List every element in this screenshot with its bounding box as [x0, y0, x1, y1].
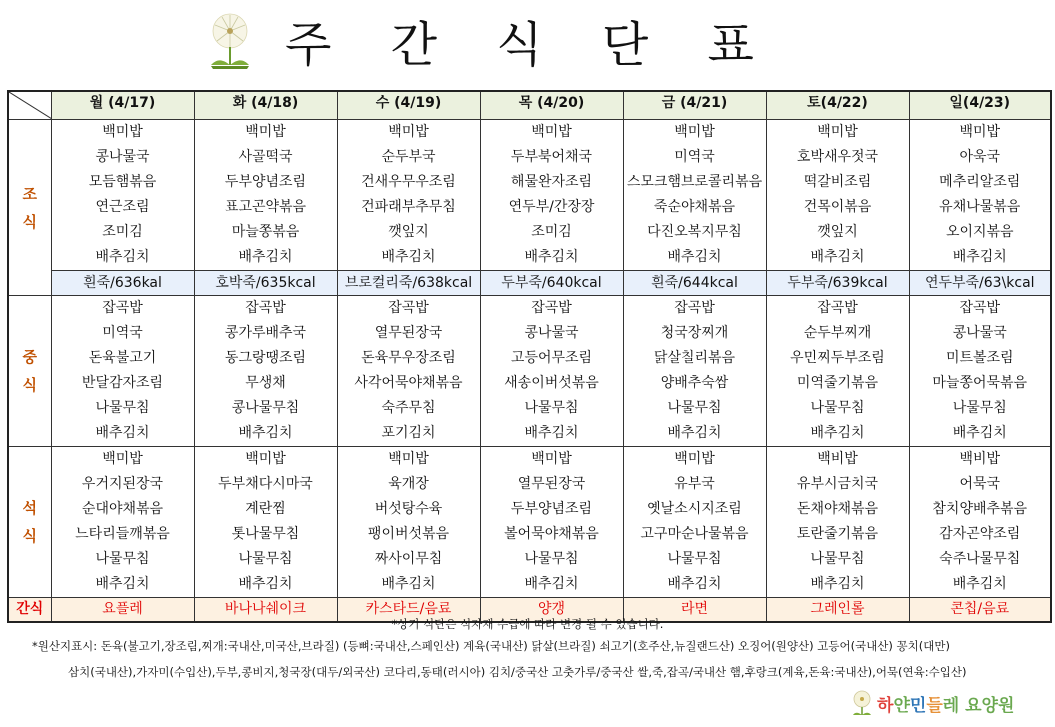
menu-item: 건새우무우조림: [361, 174, 456, 190]
menu-item: 버섯탕수육: [374, 501, 443, 517]
menu-item: 돈육불고기: [88, 350, 157, 366]
menu-item: 어묵국: [959, 476, 1001, 492]
menu-item: 배추김치: [524, 576, 579, 592]
porridge-cell-6: 연두부죽/63\kcal: [909, 271, 1051, 296]
porridge-cell-0: 흰죽/636kal: [51, 271, 194, 296]
menu-item: 숙주나물무침: [939, 551, 1021, 567]
menu-item: 청국장찌개: [660, 325, 729, 341]
menu-item: 표고곤약볶음: [224, 199, 307, 215]
porridge-cell-1: 호박죽/635kcal: [194, 271, 337, 296]
menu-item: 백미밥: [531, 124, 572, 140]
menu-item: 메추리알조림: [939, 174, 1021, 190]
menu-item: 잡곡밥: [959, 300, 1001, 316]
menu-item: 배추김치: [381, 249, 436, 265]
menu-item: 팽이버섯볶음: [367, 526, 450, 542]
menu-item: 잡곡밥: [102, 300, 143, 316]
menu-item: 배추김치: [810, 425, 865, 441]
menu-item: 열무된장국: [517, 476, 586, 492]
menu-item: 호박새우젓국: [796, 149, 879, 165]
menu-item: 배추김치: [238, 425, 293, 441]
menu-item: 톳나물무침: [231, 526, 300, 542]
porridge-cell-3: 두부죽/640kcal: [480, 271, 623, 296]
menu-item: 다진오복지무침: [647, 224, 742, 240]
menu-item: 유부국: [674, 476, 715, 492]
lunch-cell-3: [480, 296, 623, 447]
menu-item: 배추김치: [381, 576, 436, 592]
menu-item: 잡곡밥: [531, 300, 572, 316]
menu-item: 고등어무조림: [510, 350, 593, 366]
porridge-cell-4: 흰죽/644kcal: [623, 271, 766, 296]
snack-cell-5: 그레인롤: [766, 598, 909, 623]
menu-item: 백미밥: [817, 124, 858, 140]
menu-item: 배추김치: [95, 576, 150, 592]
menu-item: 깻잎지: [817, 224, 858, 240]
menu-item: 나물무침: [524, 551, 579, 567]
menu-item: 백미밥: [102, 451, 143, 467]
breakfast-cell-3: [480, 120, 623, 271]
menu-item: 짜사이무침: [374, 551, 443, 567]
porridge-cell-2: 브로컬리죽/638kcal: [337, 271, 480, 296]
menu-item: 새송이버섯볶음: [504, 375, 599, 391]
menu-item: 순두부찌개: [803, 325, 872, 341]
menu-item: 배추김치: [952, 249, 1007, 265]
menu-item: 콩나물무침: [231, 400, 300, 416]
dinner-cell-0: [51, 447, 194, 598]
snack-cell-6: 콘칩/음료: [909, 598, 1051, 623]
menu-item: 스모크햄브로콜리볶음: [626, 174, 763, 190]
porridge-cell-5: 두부죽/639kcal: [766, 271, 909, 296]
menu-item: 두부채다시마국: [218, 476, 313, 492]
breakfast-cell-0: [51, 120, 194, 271]
facility-name: 하얀민들레 요양원: [877, 695, 1015, 716]
menu-item: 돈채야채볶음: [796, 501, 879, 517]
origin-label-line-1: *원산지표시: 돈육(불고기,장조림,찌개:국내산,미국산,브라질) (등뼈:국내산,스페인산) 계육(국내산) 닭살(브라질) 쇠고기(호주산,뉴질랜드산) 오징어(원양산) 고등어(국내산) 꽁치(대만): [32, 639, 950, 653]
breakfast-cell-1: [194, 120, 337, 271]
menu-item: 백미밥: [674, 451, 715, 467]
menu-item: 백비밥: [817, 451, 858, 467]
menu-item: 우거지된장국: [81, 476, 164, 492]
menu-item: 토란줄기볶음: [796, 526, 879, 542]
day-header-0: 월 (4/17): [51, 91, 194, 120]
menu-item: 고구마순나물볶음: [640, 526, 749, 542]
menu-item: 조미김: [102, 224, 143, 240]
menu-item: 나물무침: [667, 400, 722, 416]
menu-item: 잡곡밥: [674, 300, 715, 316]
dinner-cell-3: [480, 447, 623, 598]
menu-item: 나물무침: [238, 551, 293, 567]
menu-item: 조미김: [531, 224, 572, 240]
menu-item: 우민찌두부조림: [790, 350, 885, 366]
menu-item: 백미밥: [959, 124, 1001, 140]
menu-item: 백미밥: [245, 124, 286, 140]
menu-item: 옛날소시지조림: [647, 501, 742, 517]
menu-item: 나물무침: [810, 400, 865, 416]
breakfast-cell-4: [623, 120, 766, 271]
menu-item: 두부북어채국: [510, 149, 593, 165]
breakfast-cell-2: [337, 120, 480, 271]
lunch-cell-4: [623, 296, 766, 447]
day-header-6: 일(4/23): [909, 91, 1051, 120]
menu-item: 건파래부추무침: [361, 199, 456, 215]
lunch-cell-2: [337, 296, 480, 447]
dinner-cell-4: [623, 447, 766, 598]
menu-item: 두부양념조림: [510, 501, 593, 517]
menu-item: 백미밥: [388, 124, 429, 140]
dinner-cell-6: [909, 447, 1051, 598]
menu-item: 배추김치: [238, 576, 293, 592]
menu-item: 순두부국: [381, 149, 436, 165]
menu-item: 백미밥: [388, 451, 429, 467]
menu-item: 미트볼조림: [945, 350, 1014, 366]
menu-item: 떡갈비조림: [803, 174, 872, 190]
menu-item: 나물무침: [810, 551, 865, 567]
dandelion-small-icon: [850, 689, 874, 717]
menu-item: 콩나물국: [95, 149, 150, 165]
menu-item: 볼어묵야채볶음: [504, 526, 599, 542]
page-title: 주 간 식 단 표: [285, 16, 776, 73]
snack-label: 간식: [8, 598, 51, 623]
menu-item: 감자곤약조림: [939, 526, 1021, 542]
menu-item: 배추김치: [667, 249, 722, 265]
snack-cell-0: 요플레: [51, 598, 194, 623]
menu-item: 나물무침: [667, 551, 722, 567]
menu-item: 나물무침: [524, 400, 579, 416]
menu-item: 배추김치: [524, 249, 579, 265]
porridge-row: [8, 271, 1051, 296]
menu-item: 배추김치: [667, 576, 722, 592]
snack-cell-3: 양갱: [480, 598, 623, 623]
menu-item: 나물무침: [95, 551, 150, 567]
diagonal-line: [9, 92, 52, 119]
menu-item: 연두부/간장장: [508, 199, 595, 215]
title-block: [205, 8, 776, 72]
menu-item: 죽순야채볶음: [653, 199, 736, 215]
menu-item: 미역줄기볶음: [796, 375, 879, 391]
menu-item: 유부시금치국: [796, 476, 879, 492]
menu-item: 건목이볶음: [803, 199, 872, 215]
menu-item: 마늘쫑볶음: [231, 224, 300, 240]
menu-item: 연근조림: [95, 199, 150, 215]
dinner-label: 석 식: [8, 447, 51, 598]
menu-item: 배추김치: [95, 249, 150, 265]
menu-item: 두부양념조림: [224, 174, 307, 190]
menu-item: 포기김치: [381, 425, 436, 441]
menu-item: 배추김치: [238, 249, 293, 265]
menu-item: 백미밥: [674, 124, 715, 140]
menu-item: 잡곡밥: [388, 300, 429, 316]
corner-cell: [8, 91, 51, 120]
snack-cell-1: 바나나쉐이크: [194, 598, 337, 623]
menu-item: 참치양배추볶음: [932, 501, 1028, 517]
lunch-cell-0: [51, 296, 194, 447]
menu-item: 해물완자조림: [510, 174, 593, 190]
menu-item: 미역국: [102, 325, 143, 341]
breakfast-row: [8, 120, 1051, 271]
dinner-cell-2: [337, 447, 480, 598]
lunch-cell-5: [766, 296, 909, 447]
menu-item: 배추김치: [810, 249, 865, 265]
menu-item: 동그랑땡조림: [224, 350, 307, 366]
menu-item: 잡곡밥: [817, 300, 858, 316]
dandelion-icon: [205, 9, 255, 71]
origin-label-line-2: 삼치(국내산),가자미(수입산),두부,콩비지,청국장(대두/외국산) 코다리,동태(러시아) 김치/중국산 고춧가루/중국산 쌀,죽,잡곡/국내산 햄,후랑크(계육,돈육:국내산),어묵(연육:수입산): [68, 665, 967, 679]
menu-item: 잡곡밥: [245, 300, 286, 316]
menu-item: 나물무침: [952, 400, 1007, 416]
menu-item: 반달감자조림: [81, 375, 164, 391]
breakfast-cell-6: [909, 120, 1051, 271]
snack-cell-4: 라면: [623, 598, 766, 623]
menu-item: 숙주무침: [381, 400, 436, 416]
lunch-cell-1: [194, 296, 337, 447]
menu-item: 순대야채볶음: [81, 501, 164, 517]
menu-item: 배추김치: [667, 425, 722, 441]
menu-item: 백비밥: [959, 451, 1001, 467]
menu-item: 열무된장국: [374, 325, 443, 341]
dinner-cell-1: [194, 447, 337, 598]
day-header-2: 수 (4/19): [337, 91, 480, 120]
menu-item: 콩가루배추국: [224, 325, 307, 341]
menu-item: 배추김치: [810, 576, 865, 592]
menu-item: 콩나물국: [952, 325, 1007, 341]
breakfast-cell-5: [766, 120, 909, 271]
menu-item: 양배추숙쌈: [660, 375, 729, 391]
day-header-5: 토(4/22): [766, 91, 909, 120]
lunch-row: [8, 296, 1051, 447]
day-header-4: 금 (4/21): [623, 91, 766, 120]
dinner-row: [8, 447, 1051, 598]
menu-item: 깻잎지: [388, 224, 429, 240]
menu-item: 배추김치: [95, 425, 150, 441]
menu-item: 백미밥: [102, 124, 143, 140]
menu-item: 배추김치: [952, 425, 1007, 441]
day-header-3: 목 (4/20): [480, 91, 623, 120]
menu-item: 오이지볶음: [945, 224, 1014, 240]
menu-item: 유채나물볶음: [939, 199, 1021, 215]
menu-item: 백미밥: [245, 451, 286, 467]
menu-item: 계란찜: [245, 501, 286, 517]
menu-item: 모듬햄볶음: [88, 174, 157, 190]
menu-item: 나물무침: [95, 400, 150, 416]
day-header-1: 화 (4/18): [194, 91, 337, 120]
lunch-cell-6: [909, 296, 1051, 447]
lunch-label: 중 식: [8, 296, 51, 447]
notice-text: *상기 식단은 식자재 수급에 따라 변경 될 수 있습니다.: [391, 617, 664, 631]
menu-item: 마늘쫑어묵볶음: [932, 375, 1028, 391]
menu-item: 콩나물국: [524, 325, 579, 341]
breakfast-label: 조 식: [8, 120, 51, 296]
menu-item: 느타리들깨볶음: [75, 526, 170, 542]
menu-item: 육개장: [388, 476, 429, 492]
menu-item: 닭살칠리볶음: [653, 350, 736, 366]
menu-item: 돈육무우장조림: [361, 350, 456, 366]
day-header-row: [8, 91, 1051, 120]
menu-item: 배추김치: [524, 425, 579, 441]
facility-logo: [850, 688, 1014, 718]
menu-item: 무생채: [245, 375, 286, 391]
menu-item: 배추김치: [952, 576, 1007, 592]
snack-cell-2: 카스타드/음료: [337, 598, 480, 623]
menu-item: 미역국: [674, 149, 715, 165]
weekly-menu-table: [7, 90, 1052, 623]
menu-item: 사골떡국: [238, 149, 293, 165]
menu-item: 사각어묵야채볶음: [354, 375, 463, 391]
menu-item: 아욱국: [959, 149, 1001, 165]
dinner-cell-5: [766, 447, 909, 598]
menu-item: 백미밥: [531, 451, 572, 467]
